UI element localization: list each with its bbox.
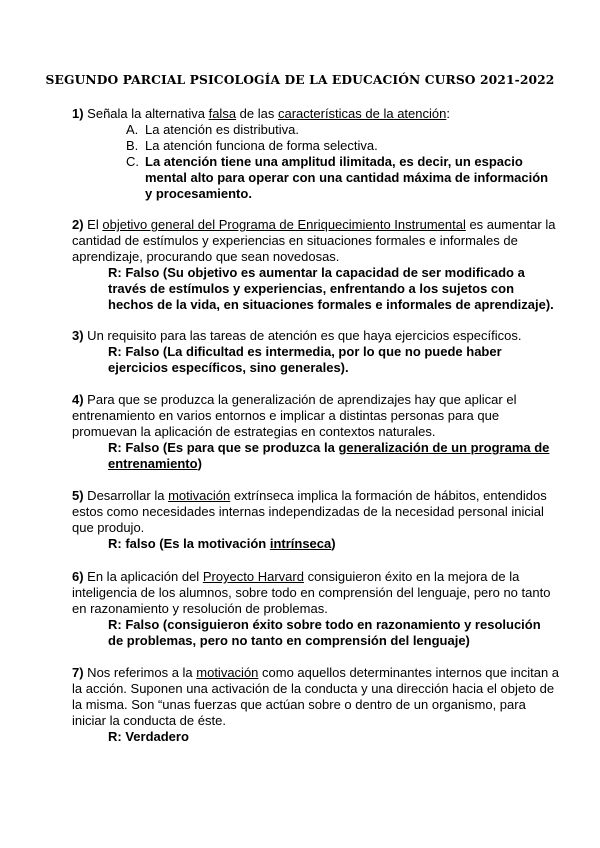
question-6-stem: 6) En la aplicación del Proyecto Harvard consiguieron éxito en la mejora de la (72, 569, 520, 584)
question-7-stem: 7) Nos referimos a la motivación como aquellos determinantes internos que incitan a (72, 665, 560, 680)
question-4-stem: 4) Para que se produzca la generalización de aprendizajes hay que aplicar el (72, 392, 517, 407)
option-a: A. La atención es distributiva. (126, 122, 299, 137)
option-b: B. La atención funciona de forma selectiva. (126, 138, 378, 153)
question-2: 2) El objetivo general del Programa de Enriquecimiento Instrumental es aumentar la cantidad de estímulos y experiencias en situaciones formales e informales de aprendizaje, procurando que sean novedosas. R: Falso (Su objetivo es aumentar la capacidad de ser modificado a través de estímulos y experiencias, enfrentando a los sujetos con hechos de la vida, en situaciones formales e informales de aprendizaje). (72, 217, 556, 312)
answer-3: R: Falso (La dificultad es intermedia, por lo que no puede haber (108, 344, 502, 359)
option-c: C. La atención tiene una amplitud ilimitada, es decir, un espacio (126, 154, 523, 169)
question-7: 7) Nos referimos a la motivación como aquellos determinantes internos que incitan a la acción. Suponen una activación de la conducta y una dirección hacia el objeto de la misma. Son “unas fuerzas que actúan sobre o dentro de un organismo, para iniciar la conducta de éste. R: Verdadero (72, 665, 560, 744)
option-c-line-3: y procesamiento. (145, 186, 252, 201)
question-5: 5) Desarrollar la motivación extrínseca implica la formación de hábitos, entendidos estos como necesidades internas independizadas de la necesidad personal inicial que produjo. R: falso (Es la motivación intrínseca) (72, 488, 547, 551)
question-1-stem: 1) Señala la alternativa falsa de las características de la atención: (72, 106, 450, 121)
document-title: SEGUNDO PARCIAL PSICOLOGÍA DE LA EDUCACIÓN CURSO 2021-2022 (45, 72, 555, 87)
question-5-stem: 5) Desarrollar la motivación extrínseca implica la formación de hábitos, entendidos (72, 488, 547, 503)
question-3-stem: 3) Un requisito para las tareas de atención es que haya ejercicios específicos. (72, 328, 522, 343)
answer-4: R: Falso (Es para que se produzca la generalización de un programa de (108, 440, 550, 455)
question-3: 3) Un requisito para las tareas de atención es que haya ejercicios específicos. R: Falso (La dificultad es intermedia, por lo que no puede haber ejercicios específicos, sino generales). (72, 328, 534, 376)
question-2-stem: 2) El objetivo general del Programa de Enriquecimiento Instrumental es aumentar la (72, 217, 556, 232)
answer-5: R: falso (Es la motivación intrínseca) (108, 536, 336, 551)
answer-2: R: Falso (Su objetivo es aumentar la capacidad de ser modificado a (108, 265, 525, 280)
option-c-line-2: mental alto para operar con una cantidad máxima de información (145, 170, 549, 185)
question-6: 6) En la aplicación del Proyecto Harvard consiguieron éxito en la mejora de la inteligencia de los alumnos, sobre todo en comprensión del lenguaje, pero no tanto en razonamiento y resolución de problemas. R: Falso (consiguieron éxito sobre todo en razonamiento y resolución de problemas, pero no tanto en comprensión del lenguaje) (72, 569, 551, 648)
answer-7: R: Verdadero (108, 729, 189, 744)
question-1 (72, 106, 549, 202)
question-4: 4) Para que se produzca la generalización de aprendizajes hay que aplicar el entrenamiento en varios entornos e implicar a distintas personas para que promuevan la aplicación de estrategias en contextos naturales. R: Falso (Es para que se produzca la generalización de un programa de entrenamiento) (72, 392, 550, 471)
answer-6: R: Falso (consiguieron éxito sobre todo en razonamiento y resolución (108, 617, 541, 632)
